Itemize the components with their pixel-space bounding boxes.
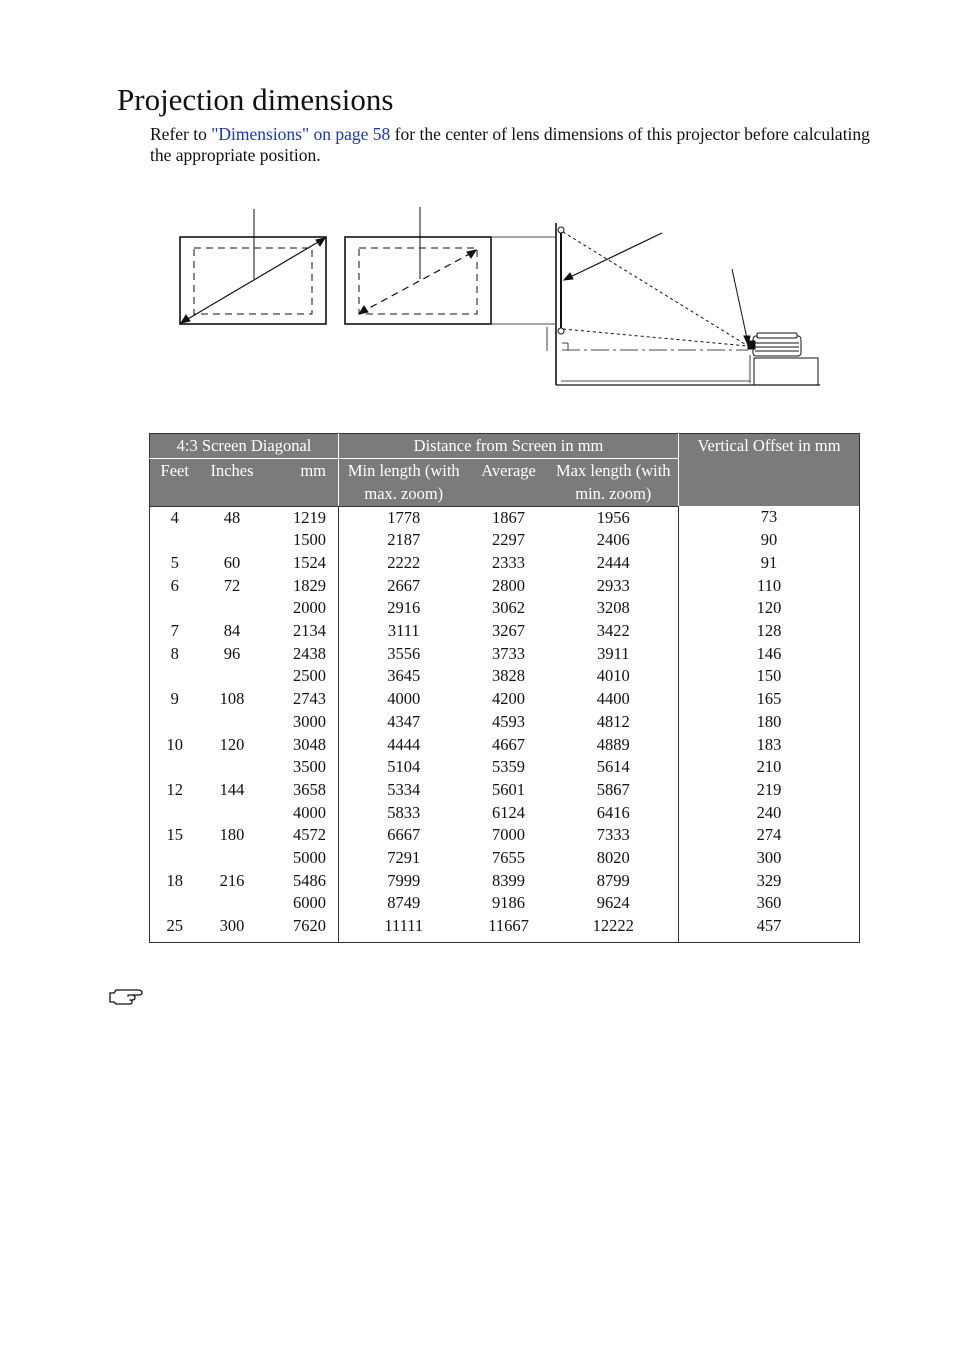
cell-vertical-offset: 210	[756, 757, 782, 777]
cell-mm: 5486	[265, 870, 339, 893]
cell-min-length: 4000	[387, 689, 421, 709]
table-body	[150, 506, 860, 942]
cell-max-length: 9624	[549, 892, 679, 915]
col-header-min-length: Min length (with max. zoom)	[339, 458, 469, 506]
cell-inches: 60	[223, 552, 241, 572]
table-row	[150, 756, 860, 779]
cell-min-length: 1778	[387, 507, 421, 527]
cell-feet	[150, 711, 200, 734]
cell-feet	[150, 756, 200, 779]
cell-max-length: 4812	[549, 711, 679, 734]
cell-feet: 8	[170, 643, 179, 663]
cell-mm: 2438	[265, 643, 339, 666]
cell-feet: 5	[170, 552, 179, 572]
cell-feet	[150, 597, 200, 620]
cell-average: 3733	[492, 643, 526, 663]
cell-min-length: 4444	[387, 734, 421, 754]
intro-text-after: for the center of lens dimensions of this projector before calculating the appropriate position.	[150, 124, 870, 165]
table-row	[150, 597, 860, 620]
cell-inches	[200, 756, 265, 779]
cell-min-length: 2916	[387, 598, 421, 618]
cell-average: 2333	[492, 552, 526, 572]
group-header-screen-diagonal: 4:3 Screen Diagonal	[150, 434, 339, 459]
cell-inches: 144	[219, 779, 245, 799]
screen-min-zoom	[345, 207, 555, 324]
projection-diagram	[170, 205, 830, 395]
cell-mm: 1500	[265, 529, 339, 552]
cell-min-length: 2187	[387, 530, 421, 550]
cell-mm: 2500	[265, 665, 339, 688]
group-header-distance: Distance from Screen in mm	[339, 434, 679, 459]
table-row	[150, 529, 860, 552]
cell-vertical-offset: 180	[756, 711, 782, 731]
cell-vertical-offset: 90	[760, 530, 778, 550]
cell-mm: 2134	[265, 620, 339, 643]
table-group-header-row	[150, 434, 860, 459]
table-row	[150, 824, 860, 847]
cell-inches	[200, 597, 265, 620]
cell-vertical-offset: 110	[756, 575, 782, 595]
cell-inches: 84	[223, 621, 241, 641]
cell-min-length: 2222	[387, 552, 421, 572]
cell-max-length: 8799	[549, 870, 679, 893]
cell-vertical-offset: 240	[756, 802, 782, 822]
cell-mm: 4572	[265, 824, 339, 847]
group-header-vertical-offset: Vertical Offset in mm	[679, 434, 860, 507]
table-row	[150, 620, 860, 643]
intro-paragraph	[150, 124, 870, 166]
cell-max-length: 2444	[549, 552, 679, 575]
cell-feet: 6	[170, 575, 179, 595]
cell-vertical-offset: 120	[756, 598, 782, 618]
cell-max-length: 4400	[549, 688, 679, 711]
cell-feet: 9	[170, 689, 179, 709]
cell-mm: 3048	[265, 734, 339, 757]
cell-average: 3062	[492, 598, 526, 618]
cell-average: 2800	[492, 575, 526, 595]
cell-inches: 180	[219, 825, 245, 845]
cell-inches: 72	[223, 575, 241, 595]
cell-vertical-offset: 91	[760, 552, 778, 572]
cell-feet: 25	[166, 916, 183, 936]
cell-feet: 4	[170, 507, 179, 527]
cell-inches	[200, 892, 265, 915]
screen-max-zoom	[180, 209, 326, 324]
cell-vertical-offset: 219	[756, 779, 782, 799]
cell-mm: 3500	[265, 756, 339, 779]
cell-vertical-offset: 329	[756, 870, 782, 890]
table-row	[150, 802, 860, 825]
col-header-inches: Inches	[200, 458, 265, 506]
table-row	[150, 711, 860, 734]
cell-max-length: 2933	[549, 575, 679, 598]
projector-icon	[748, 333, 801, 356]
cell-max-length: 7333	[549, 824, 679, 847]
col-header-average: Average	[469, 458, 549, 506]
cell-inches: 300	[219, 916, 245, 936]
table-row	[150, 506, 860, 529]
cell-feet	[150, 802, 200, 825]
cell-feet: 7	[170, 621, 179, 641]
cell-average: 3828	[492, 666, 526, 686]
cell-mm: 2000	[265, 597, 339, 620]
cell-inches	[200, 847, 265, 870]
cell-min-length: 5833	[387, 802, 421, 822]
cell-max-length: 5614	[549, 756, 679, 779]
cell-average: 9186	[492, 893, 526, 913]
cell-feet	[150, 847, 200, 870]
table-row	[150, 915, 860, 942]
cell-mm: 1219	[265, 506, 339, 529]
dimensions-link[interactable]: "Dimensions" on page 58	[211, 124, 391, 144]
table-row	[150, 870, 860, 893]
cell-vertical-offset: 457	[756, 916, 782, 936]
cell-max-length: 1956	[549, 506, 679, 529]
cell-feet: 12	[166, 779, 183, 799]
cell-min-length: 3111	[387, 621, 420, 641]
cell-mm: 3000	[265, 711, 339, 734]
cell-average: 6124	[492, 802, 526, 822]
cell-min-length: 3645	[387, 666, 421, 686]
table-row	[150, 892, 860, 915]
cell-average: 4200	[492, 689, 526, 709]
cell-max-length: 5867	[549, 779, 679, 802]
cell-inches	[200, 711, 265, 734]
cell-min-length: 5104	[387, 757, 421, 777]
table-row	[150, 575, 860, 598]
table-row	[150, 552, 860, 575]
cell-min-length: 7999	[387, 870, 421, 890]
cell-average: 7000	[492, 825, 526, 845]
cell-max-length: 3422	[549, 620, 679, 643]
cell-average: 1867	[492, 507, 526, 527]
cell-max-length: 3911	[549, 643, 679, 666]
cell-average: 4593	[492, 711, 526, 731]
cell-feet: 10	[166, 734, 183, 754]
cell-vertical-offset: 183	[756, 734, 782, 754]
cell-min-length: 2667	[387, 575, 421, 595]
cell-average: 7655	[492, 848, 526, 868]
col-header-mm: mm	[265, 458, 339, 506]
cell-max-length: 4889	[549, 734, 679, 757]
cell-min-length: 11111	[384, 916, 424, 936]
cell-inches	[200, 665, 265, 688]
cell-min-length: 4347	[387, 711, 421, 731]
cell-mm: 1829	[265, 575, 339, 598]
cell-min-length: 8749	[387, 893, 421, 913]
cell-average: 11667	[488, 916, 529, 936]
cell-vertical-offset: 128	[756, 621, 782, 641]
table-row	[150, 734, 860, 757]
cell-min-length: 6667	[387, 825, 421, 845]
cell-mm: 3658	[265, 779, 339, 802]
table-row	[150, 643, 860, 666]
cell-mm: 4000	[265, 802, 339, 825]
cell-vertical-offset: 274	[756, 825, 782, 845]
cell-inches	[200, 802, 265, 825]
col-header-feet: Feet	[150, 458, 200, 506]
cell-max-length: 3208	[549, 597, 679, 620]
cell-mm: 5000	[265, 847, 339, 870]
cell-average: 2297	[492, 530, 526, 550]
table-row	[150, 665, 860, 688]
pointing-hand-icon	[108, 985, 148, 1007]
cell-min-length: 3556	[387, 643, 421, 663]
cell-inches: 108	[219, 689, 245, 709]
cell-max-length: 8020	[549, 847, 679, 870]
cell-inches	[200, 529, 265, 552]
cell-average: 3267	[492, 621, 526, 641]
cell-min-length: 7291	[387, 848, 421, 868]
cell-vertical-offset: 300	[756, 848, 782, 868]
cell-average: 4667	[492, 734, 526, 754]
cell-inches: 48	[223, 507, 241, 527]
cell-inches: 120	[219, 734, 245, 754]
cell-vertical-offset: 360	[756, 893, 782, 913]
cell-feet: 18	[166, 870, 183, 890]
cell-vertical-offset: 146	[756, 643, 782, 663]
cell-min-length: 5334	[387, 779, 421, 799]
cell-max-length: 4010	[549, 665, 679, 688]
cell-mm: 1524	[265, 552, 339, 575]
cell-vertical-offset: 73	[760, 507, 778, 527]
cell-average: 8399	[492, 870, 526, 890]
cell-max-length: 6416	[549, 802, 679, 825]
projection-dimensions-table	[149, 433, 860, 943]
table-row	[150, 779, 860, 802]
cell-feet: 15	[166, 825, 183, 845]
cell-inches: 216	[219, 870, 245, 890]
intro-text-before: Refer to	[150, 124, 212, 144]
cell-mm: 7620	[265, 915, 339, 942]
cell-max-length: 12222	[549, 915, 679, 942]
cell-vertical-offset: 150	[756, 666, 782, 686]
cell-mm: 2743	[265, 688, 339, 711]
page-title: Projection dimensions	[117, 82, 394, 117]
table-row	[150, 688, 860, 711]
cell-feet	[150, 892, 200, 915]
col-header-max-length: Max length (with min. zoom)	[549, 458, 679, 506]
cell-inches: 96	[223, 643, 241, 663]
cell-average: 5359	[492, 757, 526, 777]
cell-feet	[150, 529, 200, 552]
cell-feet	[150, 665, 200, 688]
cell-vertical-offset: 165	[756, 689, 782, 709]
cell-max-length: 2406	[549, 529, 679, 552]
cell-mm: 6000	[265, 892, 339, 915]
cell-average: 5601	[492, 779, 526, 799]
side-view	[547, 223, 820, 385]
table-row	[150, 847, 860, 870]
